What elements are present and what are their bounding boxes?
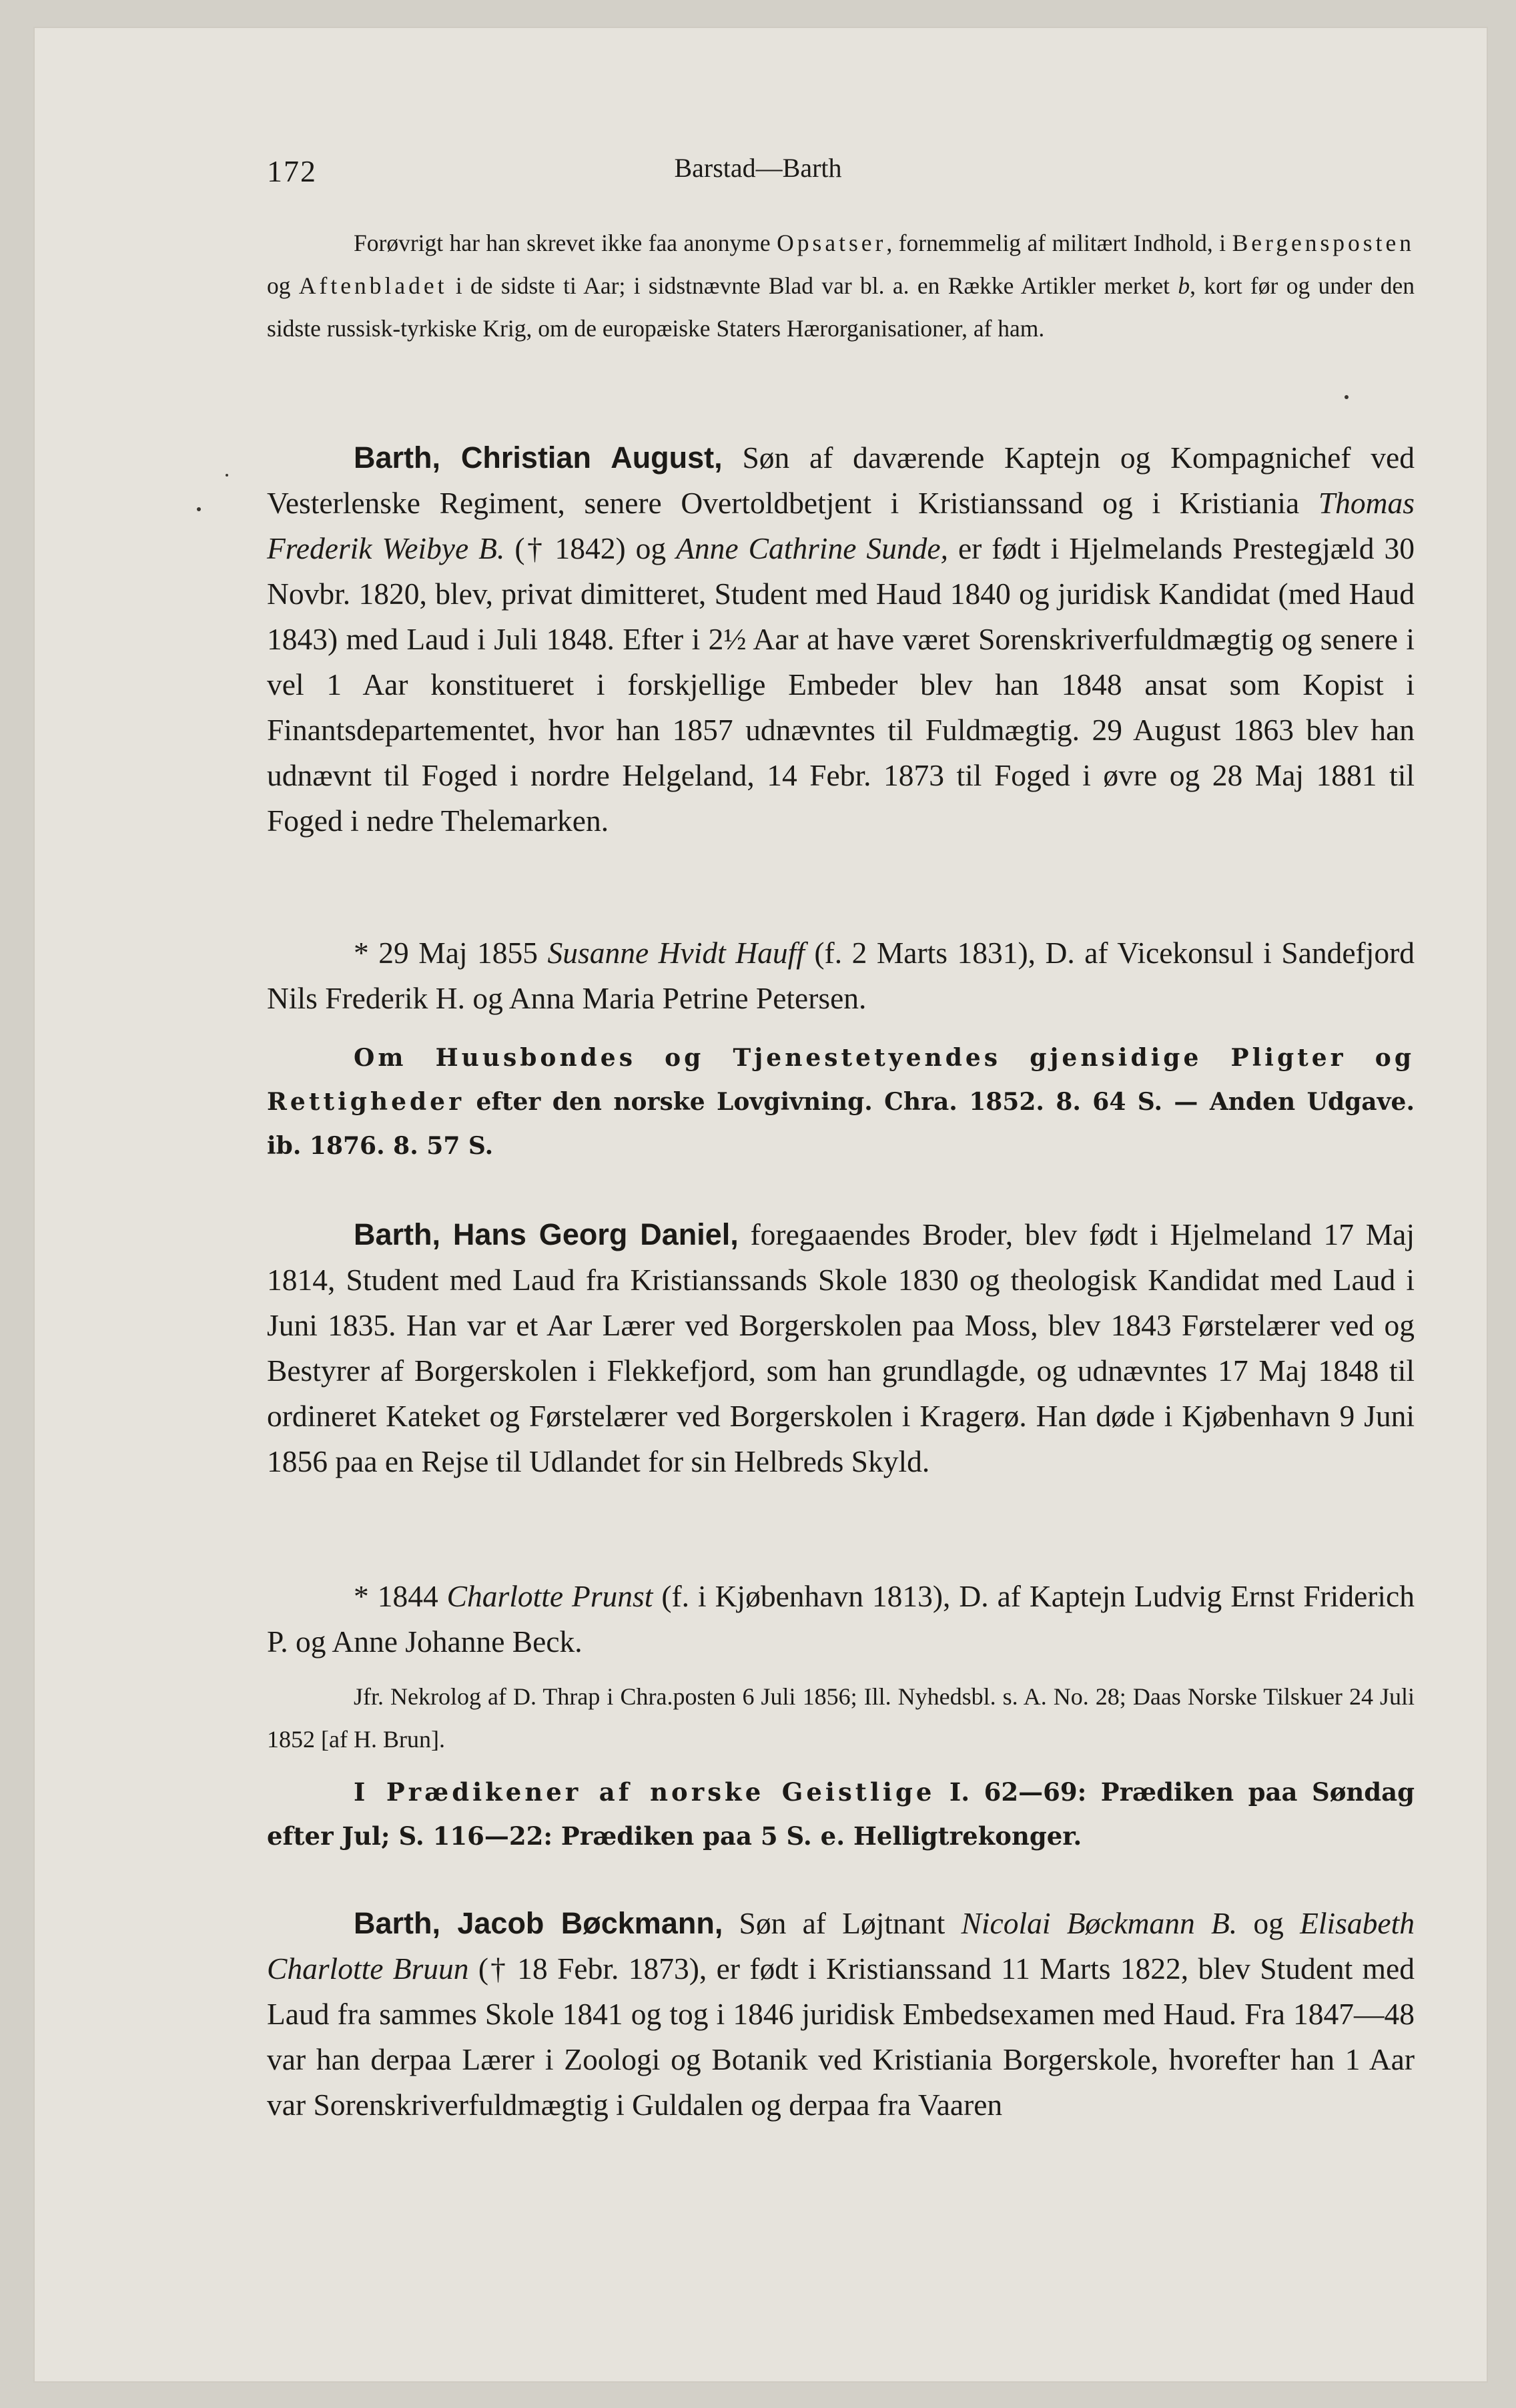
works-paragraph: Om Huusbondes og Tjenestetyendes gjensidige Pligter og Rettigheder efter den norske Lovgivning. Chra. 1852. 8. 64 S. — Anden Udgave. ib. 1876. 8. 57 S. xyxy=(267,1044,1415,1160)
entry-name: Barth, Jacob Bøckmann, xyxy=(354,1906,723,1940)
entry-barth-hans-georg-daniel: Barth, Hans Georg Daniel, foregaaendes Broder, blev født i Hjelmeland 17 Maj 1814, Student med Laud fra Kristianssands Skole 1830 og theologisk Kandidat med Laud i Juni 1835. Han var et Aar Lærer ved Borgerskolen paa Moss, blev 1843 Førstelærer ved og Bestyrer af Borgerskolen i Flekkefjord, som han grundlagde, og udnævntes 17 Maj 1848 til ordineret Kateket og Førstelærer ved Borgerskolen i Kragerø. Han døde i Kjøbenhavn 9 Juni 1856 paa en Rejse til Udlandet for sin Helbreds Skyld. xyxy=(267,1217,1415,1478)
marriage-line: * 1844 Charlotte Prunst (f. i Kjøbenhavn 1813), D. af Kaptejn Ludvig Ernst Friderich P. og Anne Johanne Beck. xyxy=(267,1579,1415,1659)
intro-paragraph: Forøvrigt har han skrevet ikke faa anonyme Opsatser, fornemmelig af militært Indhold, i Bergensposten og Aftenbladet i de sidste ti Aar; i sidstnævnte Blad var bl. a. en Række Artikler merket b, kort før og under den sidste russisk-tyrkiske Krig, om de europæiske Staters Hærorganisationer, af ham. xyxy=(267,230,1415,342)
reference-paragraph: Jfr. Nekrolog af D. Thrap i Chra.posten 6 Juli 1856; Ill. Nyhedsbl. s. A. No. 28; Daas Norske Tilskuer 24 Juli 1852 [af H. Brun]. xyxy=(267,1683,1415,1753)
page-number: 172 xyxy=(267,154,317,188)
paper-speck xyxy=(1345,395,1349,399)
entry-barth-christian-august: Barth, Christian August, Søn af daværende Kaptejn og Kompagnichef ved Vesterlenske Regiment, senere Overtoldbetjent i Kristianssand og i Kristiania Thomas Frederik Weibye B. († 1842) og Anne Cathrine Sunde, er født i Hjelmelands Prestegjæld 30 Novbr. 1820, blev, privat dimitteret, Student med Haud 1840 og juridisk Kandidat (med Haud 1843) med Laud i Juli 1848. Efter i 2½ Aar at have været Sorenskriverfuldmægtig og senere i vel 1 Aar konstitueret i forskjellige Embeder blev han 1848 ansat som Kopist i Finantsdepartementet, hvor han 1857 udnævntes til Fuldmægtig. 29 August 1863 blev han udnævnt til Foged i nordre Helgeland, 14 Febr. 1873 til Foged i øvre og 28 Maj 1881 til Foged i nedre Thelemarken. xyxy=(267,440,1415,838)
paper-speck xyxy=(226,474,228,477)
works-paragraph: I Prædikener af norske Geistlige I. 62—69: Prædiken paa Søndag efter Jul; S. 116—22: Prædiken paa 5 S. e. Helligtrekonger. xyxy=(267,1777,1415,1851)
entry-barth-jacob-bockmann: Barth, Jacob Bøckmann, Søn af Løjtnant Nicolai Bøckmann B. og Elisabeth Charlotte Bruun († 18 Febr. 1873), er født i Kristianssand 11 Marts 1822, blev Student med Laud fra sammes Skole 1841 og tog i 1846 juridisk Embedsexamen med Haud. Fra 1847—48 var han derpaa Lærer i Zoologi og Botanik ved Kristiania Borgerskole, hvorefter han 1 Aar var Sorenskriverfuldmægtig i Guldalen og derpaa fra Vaaren xyxy=(267,1906,1415,2122)
running-title: Barstad—Barth xyxy=(674,153,842,183)
paper-speck xyxy=(197,507,201,511)
entry-name: Barth, Hans Georg Daniel, xyxy=(354,1217,739,1251)
entry-name: Barth, Christian August, xyxy=(354,440,723,475)
marriage-line: * 29 Maj 1855 Susanne Hvidt Hauff (f. 2 Marts 1831), D. af Vicekonsul i Sandefjord Nils Frederik H. og Anna Maria Petrine Petersen. xyxy=(267,936,1415,1015)
